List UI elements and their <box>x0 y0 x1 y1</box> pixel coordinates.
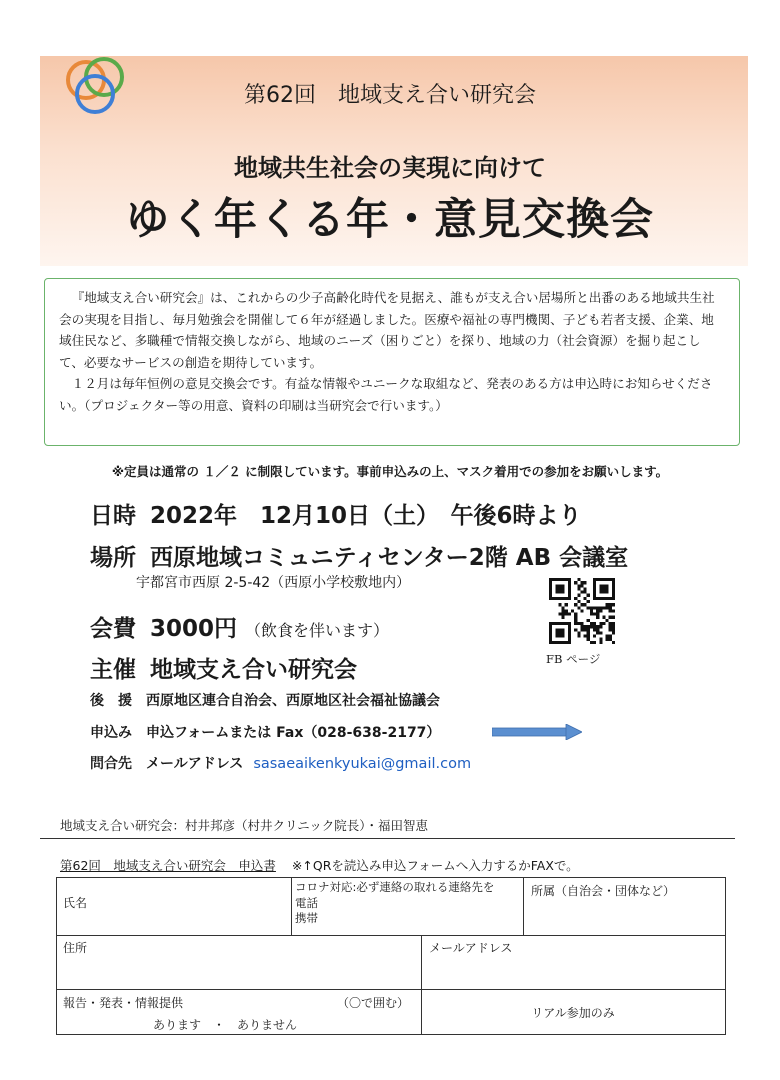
email-field[interactable]: メールアドレス <box>429 941 513 955</box>
name-field[interactable]: 氏名 <box>63 896 88 910</box>
email-link[interactable]: sasaeaikenkyukai@gmail.com <box>253 756 472 772</box>
venue-row <box>90 539 628 572</box>
circle-note: （〇で囲む） <box>337 996 410 1010</box>
intro-box <box>44 278 740 446</box>
apply-label: 申込み <box>90 725 132 741</box>
support-label: 後 援 <box>90 693 132 709</box>
organizer-members: 地域支え合い研究会：村井邦彦（村井クリニック院長）・福田智恵 <box>60 818 429 833</box>
event-series: 第62回 地域支え合い研究会 <box>244 83 536 108</box>
form-title: 第62回 地域支え合い研究会 申込書 <box>60 858 276 873</box>
divider <box>40 838 735 839</box>
form-title-row <box>60 856 579 874</box>
fee-row <box>90 610 389 643</box>
application-form <box>56 877 726 1035</box>
host-row <box>90 651 357 684</box>
support-value: 西原地区連合自治会、西原地区社会福祉協議会 <box>146 693 440 709</box>
datetime-label: 日時 <box>90 503 136 529</box>
affiliation-field[interactable]: 所属（自治会・団体など） <box>531 884 676 898</box>
venue-label: 場所 <box>90 545 136 571</box>
venue-value: 西原地域コミュニティセンター2階 AB 会議室 <box>150 545 629 571</box>
capacity-notice: ※定員は通常の １／２ に制限しています。事前申込みの上、マスク着用での参加をお願いします。 <box>111 464 669 479</box>
contact-label: 問合先 <box>90 756 132 772</box>
phone-label: 電話 <box>295 895 318 910</box>
fee-note: （飲食を伴います） <box>245 621 390 640</box>
event-subtitle: 地域共生社会の実現に向けて <box>234 154 546 182</box>
contact-value: メールアドレス <box>146 756 244 772</box>
apply-value: 申込フォームまたは Fax（028-638-2177） <box>146 725 441 741</box>
presentation-options[interactable]: あります ・ ありません <box>153 1018 298 1032</box>
qr-code-icon[interactable] <box>549 578 615 644</box>
address-field[interactable]: 住所 <box>63 941 88 955</box>
fee-value: 3000円 <box>150 616 238 642</box>
presentation-label: 報告・発表・情報提供 <box>63 996 184 1010</box>
host-value: 地域支え合い研究会 <box>150 657 357 683</box>
apply-row <box>90 722 440 742</box>
fee-label: 会費 <box>90 616 136 642</box>
contact-row <box>90 753 471 773</box>
support-row <box>90 690 440 710</box>
form-instruction: ※↑QRを読込み申込フォームへ入力するかFAXで。 <box>291 858 579 873</box>
datetime-value: 2022年 12月10日（土） 午後6時より <box>150 503 582 529</box>
intro-paragraph-1: 『地域支え合い研究会』は、これからの少子高齢化時代を見据え、誰もが支え合い居場所と出番のある地域共生社会の実現を目指し、毎月勉強会を開催して６年が経過しました。医療や福祉の専門機関、子ども若者支援、企業、地域住民など、多職種で情報交換しながら、地域のニーズ（困りごと）を探り、地域の力（社会資源）を掘り起こして、必要なサービスの創造を期待しています。 <box>59 290 715 370</box>
contact-header: コロナ対応:必ず連絡の取れる連絡先を <box>295 880 495 894</box>
intro-paragraph-2: １２月は毎年恒例の意見交換会です。有益な情報やユニークな取組など、発表のある方は申込時にお知らせください。（プロジェクター等の用意、資料の印刷は当研究会で行います。） <box>59 376 713 413</box>
event-title: ゆく年くる年・意見交換会 <box>126 195 654 245</box>
datetime-row <box>90 497 582 530</box>
arrow-right-icon <box>492 724 582 740</box>
venue-address: 宇都宮市西原 2-5-42（西原小学校敷地内） <box>136 575 411 591</box>
real-participation-field[interactable]: リアル参加のみ <box>531 1006 615 1020</box>
qr-label: FB ページ <box>546 652 601 666</box>
mobile-label: 携帯 <box>295 911 318 925</box>
contact-field[interactable] <box>295 880 523 927</box>
host-label: 主催 <box>90 657 136 683</box>
